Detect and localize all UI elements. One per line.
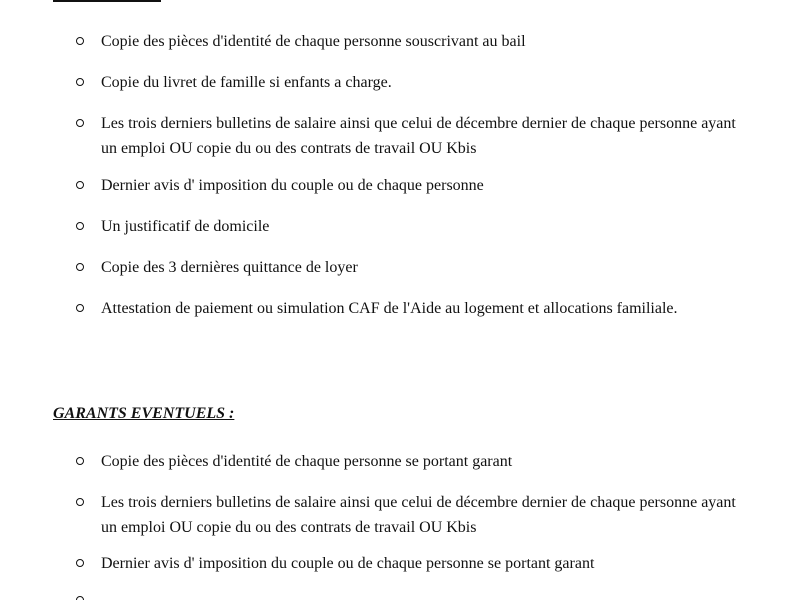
circle-bullet-icon: [76, 181, 84, 189]
section-heading-garants: GARANTS EVENTUELS :: [53, 405, 235, 422]
list-item-text: Attestation de paiement ou simulation CAF de l'Aide au logement et allocations familiale.: [101, 300, 678, 317]
list-item-text: Copie des pièces d'identité de chaque personne souscrivant au bail: [101, 33, 526, 50]
list-item-text: Copie des 3 dernières quittance de loyer: [101, 259, 358, 276]
list-item-text: Dernier avis d' imposition du couple ou de chaque personne se portant garant: [101, 555, 595, 572]
list-item-text: Les trois derniers bulletins de salaire ainsi que celui de décembre dernier de chaque personne ayant: [101, 115, 736, 132]
list-item-text: Copie des pièces d'identité de chaque personne se portant garant: [101, 453, 513, 470]
circle-bullet-icon: [76, 304, 84, 312]
circle-bullet-icon: [76, 559, 84, 567]
circle-bullet-icon: [76, 596, 84, 600]
circle-bullet-icon: [76, 119, 84, 127]
section-heading-underline-fragment: [53, 0, 161, 2]
list-item-text: un emploi OU copie du ou des contrats de travail OU Kbis: [101, 519, 477, 536]
circle-bullet-icon: [76, 498, 84, 506]
circle-bullet-icon: [76, 78, 84, 86]
circle-bullet-icon: [76, 222, 84, 230]
list-item-text: Dernier avis d' imposition du couple ou de chaque personne: [101, 177, 484, 194]
list-item-text: Copie du livret de famille si enfants a charge.: [101, 74, 392, 91]
circle-bullet-icon: [76, 457, 84, 465]
list-item-text: Les trois derniers bulletins de salaire ainsi que celui de décembre dernier de chaque personne ayant: [101, 494, 736, 511]
circle-bullet-icon: [76, 37, 84, 45]
circle-bullet-icon: [76, 263, 84, 271]
list-item-text: un emploi OU copie du ou des contrats de travail OU Kbis: [101, 140, 477, 157]
list-item-text: Un justificatif de domicile: [101, 218, 270, 235]
